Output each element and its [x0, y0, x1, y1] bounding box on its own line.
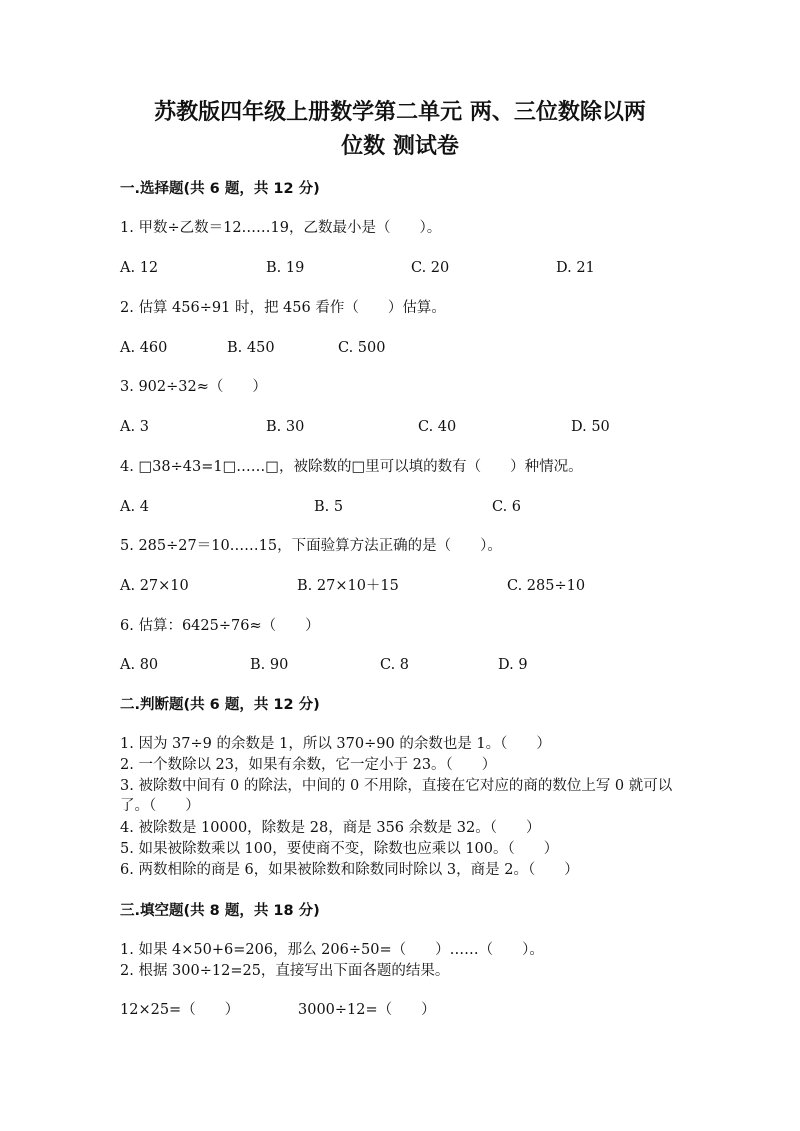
- fill-blank-item-2: 2. 根据 300÷12=25，直接写出下面各题的结果。: [120, 963, 450, 979]
- question-6-option-d: D. 9: [498, 657, 528, 673]
- question-4-stem: 4. □38÷43=1□……□，被除数的□里可以填的数有（ ）种情况。: [120, 459, 583, 475]
- question-5-stem: 5. 285÷27＝10……15，下面验算方法正确的是（ ）。: [120, 538, 502, 554]
- true-false-item-6: 6. 两数相除的商是 6，如果被除数和除数同时除以 3，商是 2。（ ）: [120, 862, 579, 878]
- fill-blank-subitem-1: 12×25=（ ）: [120, 1002, 240, 1018]
- true-false-item-2: 2. 一个数除以 23，如果有余数，它一定小于 23。（ ）: [120, 757, 497, 773]
- fill-blank-item-1: 1. 如果 4×50+6=206，那么 206÷50=（ ）……（ ）。: [120, 942, 544, 958]
- exam-title-line-2: 位数 测试卷: [341, 134, 459, 159]
- true-false-item-3: 3. 被除数中间有 0 的除法，中间的 0 不用除，直接在它对应的商的数位上写 0 就可以了。（ ）: [120, 778, 673, 814]
- question-6-option-b: B. 90: [250, 657, 289, 673]
- true-false-item-4: 4. 被除数是 10000，除数是 28，商是 356 余数是 32。（ ）: [120, 820, 541, 836]
- question-5-option-a: A. 27×10: [120, 578, 189, 594]
- section-heading-choice: 一.选择题(共 6 题，共 12 分): [120, 181, 320, 197]
- question-3-option-d: D. 50: [571, 419, 610, 435]
- question-2-option-b: B. 450: [227, 340, 275, 356]
- question-1-option-c: C. 20: [411, 260, 450, 276]
- question-1-option-a: A. 12: [120, 260, 159, 276]
- question-3-option-c: C. 40: [418, 419, 457, 435]
- question-3-option-a: A. 3: [120, 419, 149, 435]
- question-4-option-c: C. 6: [492, 499, 522, 515]
- question-4-option-a: A. 4: [120, 499, 149, 515]
- section-heading-fill-blank: 三.填空题(共 8 题，共 18 分): [120, 903, 320, 919]
- question-3-option-b: B. 30: [266, 419, 305, 435]
- section-heading-true-false: 二.判断题(共 6 题，共 12 分): [120, 697, 320, 713]
- question-6-stem: 6. 估算：6425÷76≈（ ）: [120, 618, 320, 634]
- question-2-option-a: A. 460: [120, 340, 168, 356]
- true-false-item-5: 5. 如果被除数乘以 100，要使商不变，除数也应乘以 100。（ ）: [120, 841, 559, 857]
- question-1-stem: 1. 甲数÷乙数＝12……19，乙数最小是（ ）。: [120, 220, 442, 236]
- exam-title-line-1: 苏教版四年级上册数学第二单元 两、三位数除以两: [154, 100, 646, 125]
- true-false-item-1: 1. 因为 37÷9 的余数是 1，所以 370÷90 的余数也是 1。（ ）: [120, 736, 551, 752]
- fill-blank-subitem-2: 3000÷12=（ ）: [298, 1002, 436, 1018]
- question-5-option-c: C. 285÷10: [507, 578, 586, 594]
- question-1-option-b: B. 19: [266, 260, 305, 276]
- question-2-option-c: C. 500: [338, 340, 386, 356]
- question-1-option-d: D. 21: [556, 260, 595, 276]
- question-6-option-a: A. 80: [120, 657, 159, 673]
- question-3-stem: 3. 902÷32≈（ ）: [120, 379, 267, 395]
- question-4-option-b: B. 5: [314, 499, 344, 515]
- question-5-option-b: B. 27×10＋15: [297, 578, 399, 594]
- question-6-option-c: C. 8: [380, 657, 410, 673]
- question-2-stem: 2. 估算 456÷91 时，把 456 看作（ ）估算。: [120, 300, 446, 316]
